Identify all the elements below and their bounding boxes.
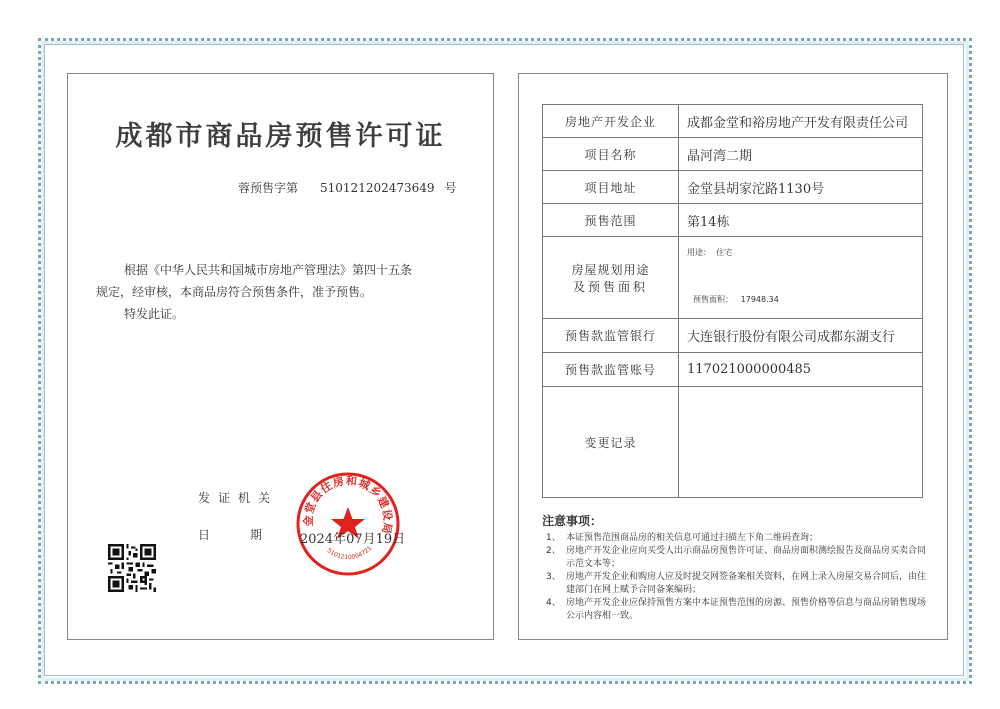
project-name-value: 晶河湾二期 [679, 138, 923, 171]
project-info-table [542, 104, 923, 498]
bank-value: 大连银行股份有限公司成都东湖支行 [679, 319, 923, 353]
table-row [543, 353, 923, 387]
body-line-3: 特发此证。 [124, 307, 185, 321]
date-label: 日期 [198, 528, 303, 542]
usage-value: 住宅 [716, 248, 733, 257]
body-line-1: 根据《中华人民共和国城市房地产管理法》第四十五条 [124, 263, 413, 277]
usage-value-cell [679, 237, 923, 319]
official-seal-icon [293, 469, 406, 579]
scope-label: 预售范围 [543, 204, 679, 237]
note-text: 房地产开发企业应保持预售方案中本证预售范围的房源、预售价格等信息与商品房销售现场公示内容相一致。 [566, 598, 927, 621]
bank-label: 预售款监管银行 [543, 319, 679, 353]
area-value: 17948.34 [740, 295, 779, 304]
note-text: 房地产开发企业和购房人应及时提交网签备案相关资料，在网上录入房屋交易合同后，由住建部门在网上赋予合同备案编码； [566, 572, 927, 595]
certificate-title: 成都市商品房预售许可证 [115, 121, 446, 152]
certificate-right-panel [518, 73, 948, 640]
developer-value: 成都金堂和裕房地产开发有限责任公司 [679, 105, 923, 138]
note-item [542, 571, 927, 597]
change-record-label: 变更记录 [543, 387, 679, 498]
area-line [687, 294, 921, 305]
usage-label [543, 237, 679, 319]
table-row [543, 171, 923, 204]
usage-line [687, 247, 921, 258]
scope-value: 第14栋 [679, 204, 923, 237]
note-number: 2、 [546, 546, 561, 556]
table-row [543, 237, 923, 319]
table-row [543, 204, 923, 237]
project-name-label: 项目名称 [543, 138, 679, 171]
usage-prefix: 用途： [687, 248, 711, 257]
area-prefix: 预售面积： [693, 295, 733, 304]
notes-section [542, 515, 927, 623]
account-label: 预售款监管账号 [543, 353, 679, 387]
issue-date: 2024年07月19日 [300, 532, 406, 547]
note-item [542, 597, 927, 623]
usage-label-line-2: 及预售面积 [572, 279, 648, 294]
note-number: 1、 [546, 533, 561, 543]
notes-heading: 注意事项： [542, 514, 603, 528]
table-row [543, 105, 923, 138]
permit-number: 510121202473649 [320, 181, 435, 195]
svg-text:5101210004721: 5101210004721 [325, 544, 374, 562]
certificate-left-panel [67, 73, 494, 640]
note-item [542, 532, 927, 545]
change-record-value [679, 387, 923, 498]
account-value: 117021000000485 [679, 353, 923, 387]
address-value: 金堂县胡家沱路1130号 [679, 171, 923, 204]
issuer-label: 发证机关 [198, 491, 279, 505]
note-text: 本证预售范围商品房的相关信息可通过扫描左下角二维码查询； [566, 533, 819, 543]
permit-suffix: 号 [444, 181, 457, 195]
table-row [543, 387, 923, 498]
note-number: 4、 [546, 598, 561, 608]
certificate-body [96, 259, 476, 325]
qr-code-icon[interactable] [108, 544, 156, 592]
table-row [543, 319, 923, 353]
usage-label-line-1: 房屋规划用途 [571, 262, 650, 277]
table-row [543, 138, 923, 171]
permit-number-line [238, 179, 457, 196]
note-item [542, 545, 927, 571]
note-text: 房地产开发企业应向买受人出示商品房预售许可证、商品房面积测绘报告及商品房买卖合同示范文本等； [566, 546, 927, 569]
address-label: 项目地址 [543, 171, 679, 204]
note-number: 3、 [546, 572, 561, 582]
developer-label: 房地产开发企业 [543, 105, 679, 138]
permit-prefix: 蓉预售字第 [238, 181, 299, 195]
body-line-2: 规定，经审核，本商品房符合预售条件，准予预售。 [96, 285, 373, 299]
svg-text:金堂县住房和城乡建设局: 金堂县住房和城乡建设局 [301, 474, 395, 536]
